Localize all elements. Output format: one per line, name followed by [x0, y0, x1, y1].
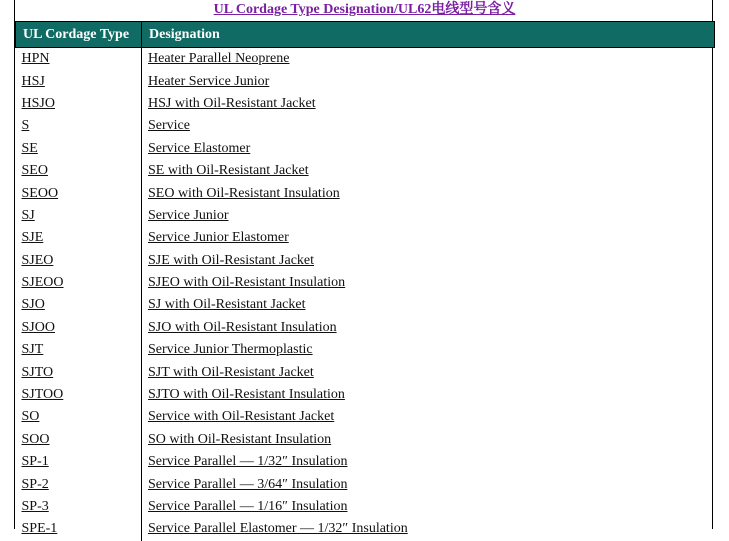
designation-link[interactable]: Service Junior: [148, 207, 229, 223]
designation-link[interactable]: SJO with Oil-Resistant Insulation: [148, 319, 337, 335]
designation-cell: [142, 272, 715, 294]
cordage-type-link[interactable]: SEO: [21, 163, 48, 179]
designation-cell: [142, 205, 715, 227]
cordage-type-link[interactable]: SJEO: [21, 252, 54, 268]
designation-cell: [142, 227, 715, 249]
table-row: [16, 451, 715, 473]
cordage-type-cell: [16, 48, 142, 71]
designation-link[interactable]: Service Junior Thermoplastic: [148, 342, 313, 358]
cordage-type-link[interactable]: SP-1: [21, 454, 49, 470]
table-row: [16, 361, 715, 383]
designation-link[interactable]: Heater Parallel Neoprene: [148, 51, 290, 67]
cordage-type-cell: [16, 518, 142, 540]
table-row: [16, 48, 715, 71]
cordage-type-cell: [16, 93, 142, 115]
designation-link[interactable]: SJT with Oil-Resistant Jacket: [148, 364, 314, 380]
page-title: [15, 0, 714, 21]
cordage-type-link[interactable]: S: [21, 118, 30, 134]
cordage-type-link[interactable]: HSJO: [21, 95, 55, 111]
designation-link[interactable]: SE with Oil-Resistant Jacket: [148, 163, 309, 179]
cordage-type-cell: [16, 473, 142, 495]
designation-link[interactable]: Service Parallel — 3/64″ Insulation: [148, 476, 348, 492]
designation-cell: [142, 384, 715, 406]
table-row: [16, 384, 715, 406]
designation-cell: [142, 294, 715, 316]
cordage-type-link[interactable]: HSJ: [21, 73, 45, 89]
cordage-type-cell: [16, 205, 142, 227]
cordage-type-cell: [16, 317, 142, 339]
cordage-type-cell: [16, 429, 142, 451]
table-row: [16, 250, 715, 272]
designation-cell: [142, 317, 715, 339]
table-row: [16, 518, 715, 540]
table-row: [16, 227, 715, 249]
table-row: [16, 182, 715, 204]
designation-cell: [142, 339, 715, 361]
designation-cell: [142, 429, 715, 451]
designation-link[interactable]: Service with Oil-Resistant Jacket: [148, 409, 335, 425]
table-row: [16, 294, 715, 316]
cordage-type-cell: [16, 496, 142, 518]
designation-link[interactable]: Service: [148, 118, 190, 134]
cordage-type-cell: [16, 384, 142, 406]
designation-cell: [142, 250, 715, 272]
cordage-type-link[interactable]: SP-2: [21, 476, 49, 492]
table-row: [16, 317, 715, 339]
cordage-type-cell: [16, 160, 142, 182]
cordage-type-link[interactable]: SEOO: [21, 185, 59, 201]
cordage-type-cell: [16, 70, 142, 92]
table-row: [16, 339, 715, 361]
header-type: UL Cordage Type: [16, 22, 142, 48]
designation-cell: [142, 361, 715, 383]
designation-cell: [142, 451, 715, 473]
cordage-type-cell: [16, 227, 142, 249]
table-row: [16, 496, 715, 518]
cordage-type-cell: [16, 250, 142, 272]
cordage-type-cell: [16, 339, 142, 361]
cordage-table: [15, 21, 715, 541]
cordage-type-link[interactable]: SJTOO: [21, 387, 64, 403]
cordage-type-cell: [16, 138, 142, 160]
designation-cell: [142, 473, 715, 495]
cordage-type-cell: [16, 115, 142, 137]
table-row: [16, 70, 715, 92]
table-row: [16, 160, 715, 182]
cordage-type-cell: [16, 294, 142, 316]
designation-cell: [142, 406, 715, 428]
cordage-type-link[interactable]: SJE: [21, 230, 44, 246]
cordage-type-link[interactable]: HPN: [21, 51, 50, 67]
cordage-type-link[interactable]: SE: [21, 140, 38, 156]
cordage-type-cell: [16, 451, 142, 473]
designation-cell: [142, 93, 715, 115]
table-header-row: [16, 22, 715, 48]
designation-cell: [142, 160, 715, 182]
cordage-type-link[interactable]: SP-3: [21, 499, 49, 514]
designation-link[interactable]: Service Parallel — 1/16″ Insulation: [148, 499, 348, 514]
cordage-type-link[interactable]: SO: [21, 409, 40, 425]
designation-cell: [142, 70, 715, 92]
cordage-type-cell: [16, 272, 142, 294]
cordage-type-link[interactable]: SPE-1: [21, 521, 58, 537]
designation-link[interactable]: SJE with Oil-Resistant Jacket: [148, 252, 315, 268]
designation-link[interactable]: SJ with Oil-Resistant Jacket: [148, 297, 306, 313]
designation-link[interactable]: SJEO with Oil-Resistant Insulation: [148, 275, 346, 291]
designation-link[interactable]: Service Parallel Elastomer — 1/32″ Insulation: [148, 521, 408, 537]
table-row: [16, 115, 715, 137]
table-row: [16, 93, 715, 115]
designation-link[interactable]: Heater Service Junior: [148, 73, 270, 89]
cordage-type-cell: [16, 182, 142, 204]
table-body: [16, 48, 715, 541]
cordage-type-link[interactable]: SJEOO: [21, 275, 64, 291]
designation-cell: [142, 182, 715, 204]
designation-link[interactable]: HSJ with Oil-Resistant Jacket: [148, 95, 316, 111]
table-row: [16, 205, 715, 227]
table-row: [16, 138, 715, 160]
designation-cell: [142, 496, 715, 518]
title-link[interactable]: UL Cordage Type Designation/UL62电线型号含义: [213, 2, 516, 17]
cordage-type-link[interactable]: SJ: [21, 207, 35, 223]
table-row: [16, 272, 715, 294]
cordage-type-link[interactable]: SJO: [21, 297, 45, 313]
designation-link[interactable]: Service Elastomer: [148, 140, 251, 156]
cordage-type-cell: [16, 406, 142, 428]
designation-link[interactable]: Service Junior Elastomer: [148, 230, 289, 246]
table-row: [16, 429, 715, 451]
table-row: [16, 406, 715, 428]
document-page: [14, 0, 713, 537]
designation-link[interactable]: SJTO with Oil-Resistant Insulation: [148, 387, 345, 403]
cordage-type-link[interactable]: SOO: [21, 431, 50, 447]
cordage-type-link[interactable]: SJT: [21, 342, 44, 358]
designation-link[interactable]: Service Parallel — 1/32″ Insulation: [148, 454, 348, 470]
designation-cell: [142, 518, 715, 540]
cordage-type-link[interactable]: SJTO: [21, 364, 54, 380]
designation-link[interactable]: SEO with Oil-Resistant Insulation: [148, 185, 340, 201]
designation-cell: [142, 115, 715, 137]
cordage-type-cell: [16, 361, 142, 383]
designation-cell: [142, 138, 715, 160]
table-row: [16, 473, 715, 495]
header-designation: Designation: [142, 22, 715, 48]
cordage-type-link[interactable]: SJOO: [21, 319, 55, 335]
designation-link[interactable]: SO with Oil-Resistant Insulation: [148, 431, 332, 447]
designation-cell: [142, 48, 715, 71]
